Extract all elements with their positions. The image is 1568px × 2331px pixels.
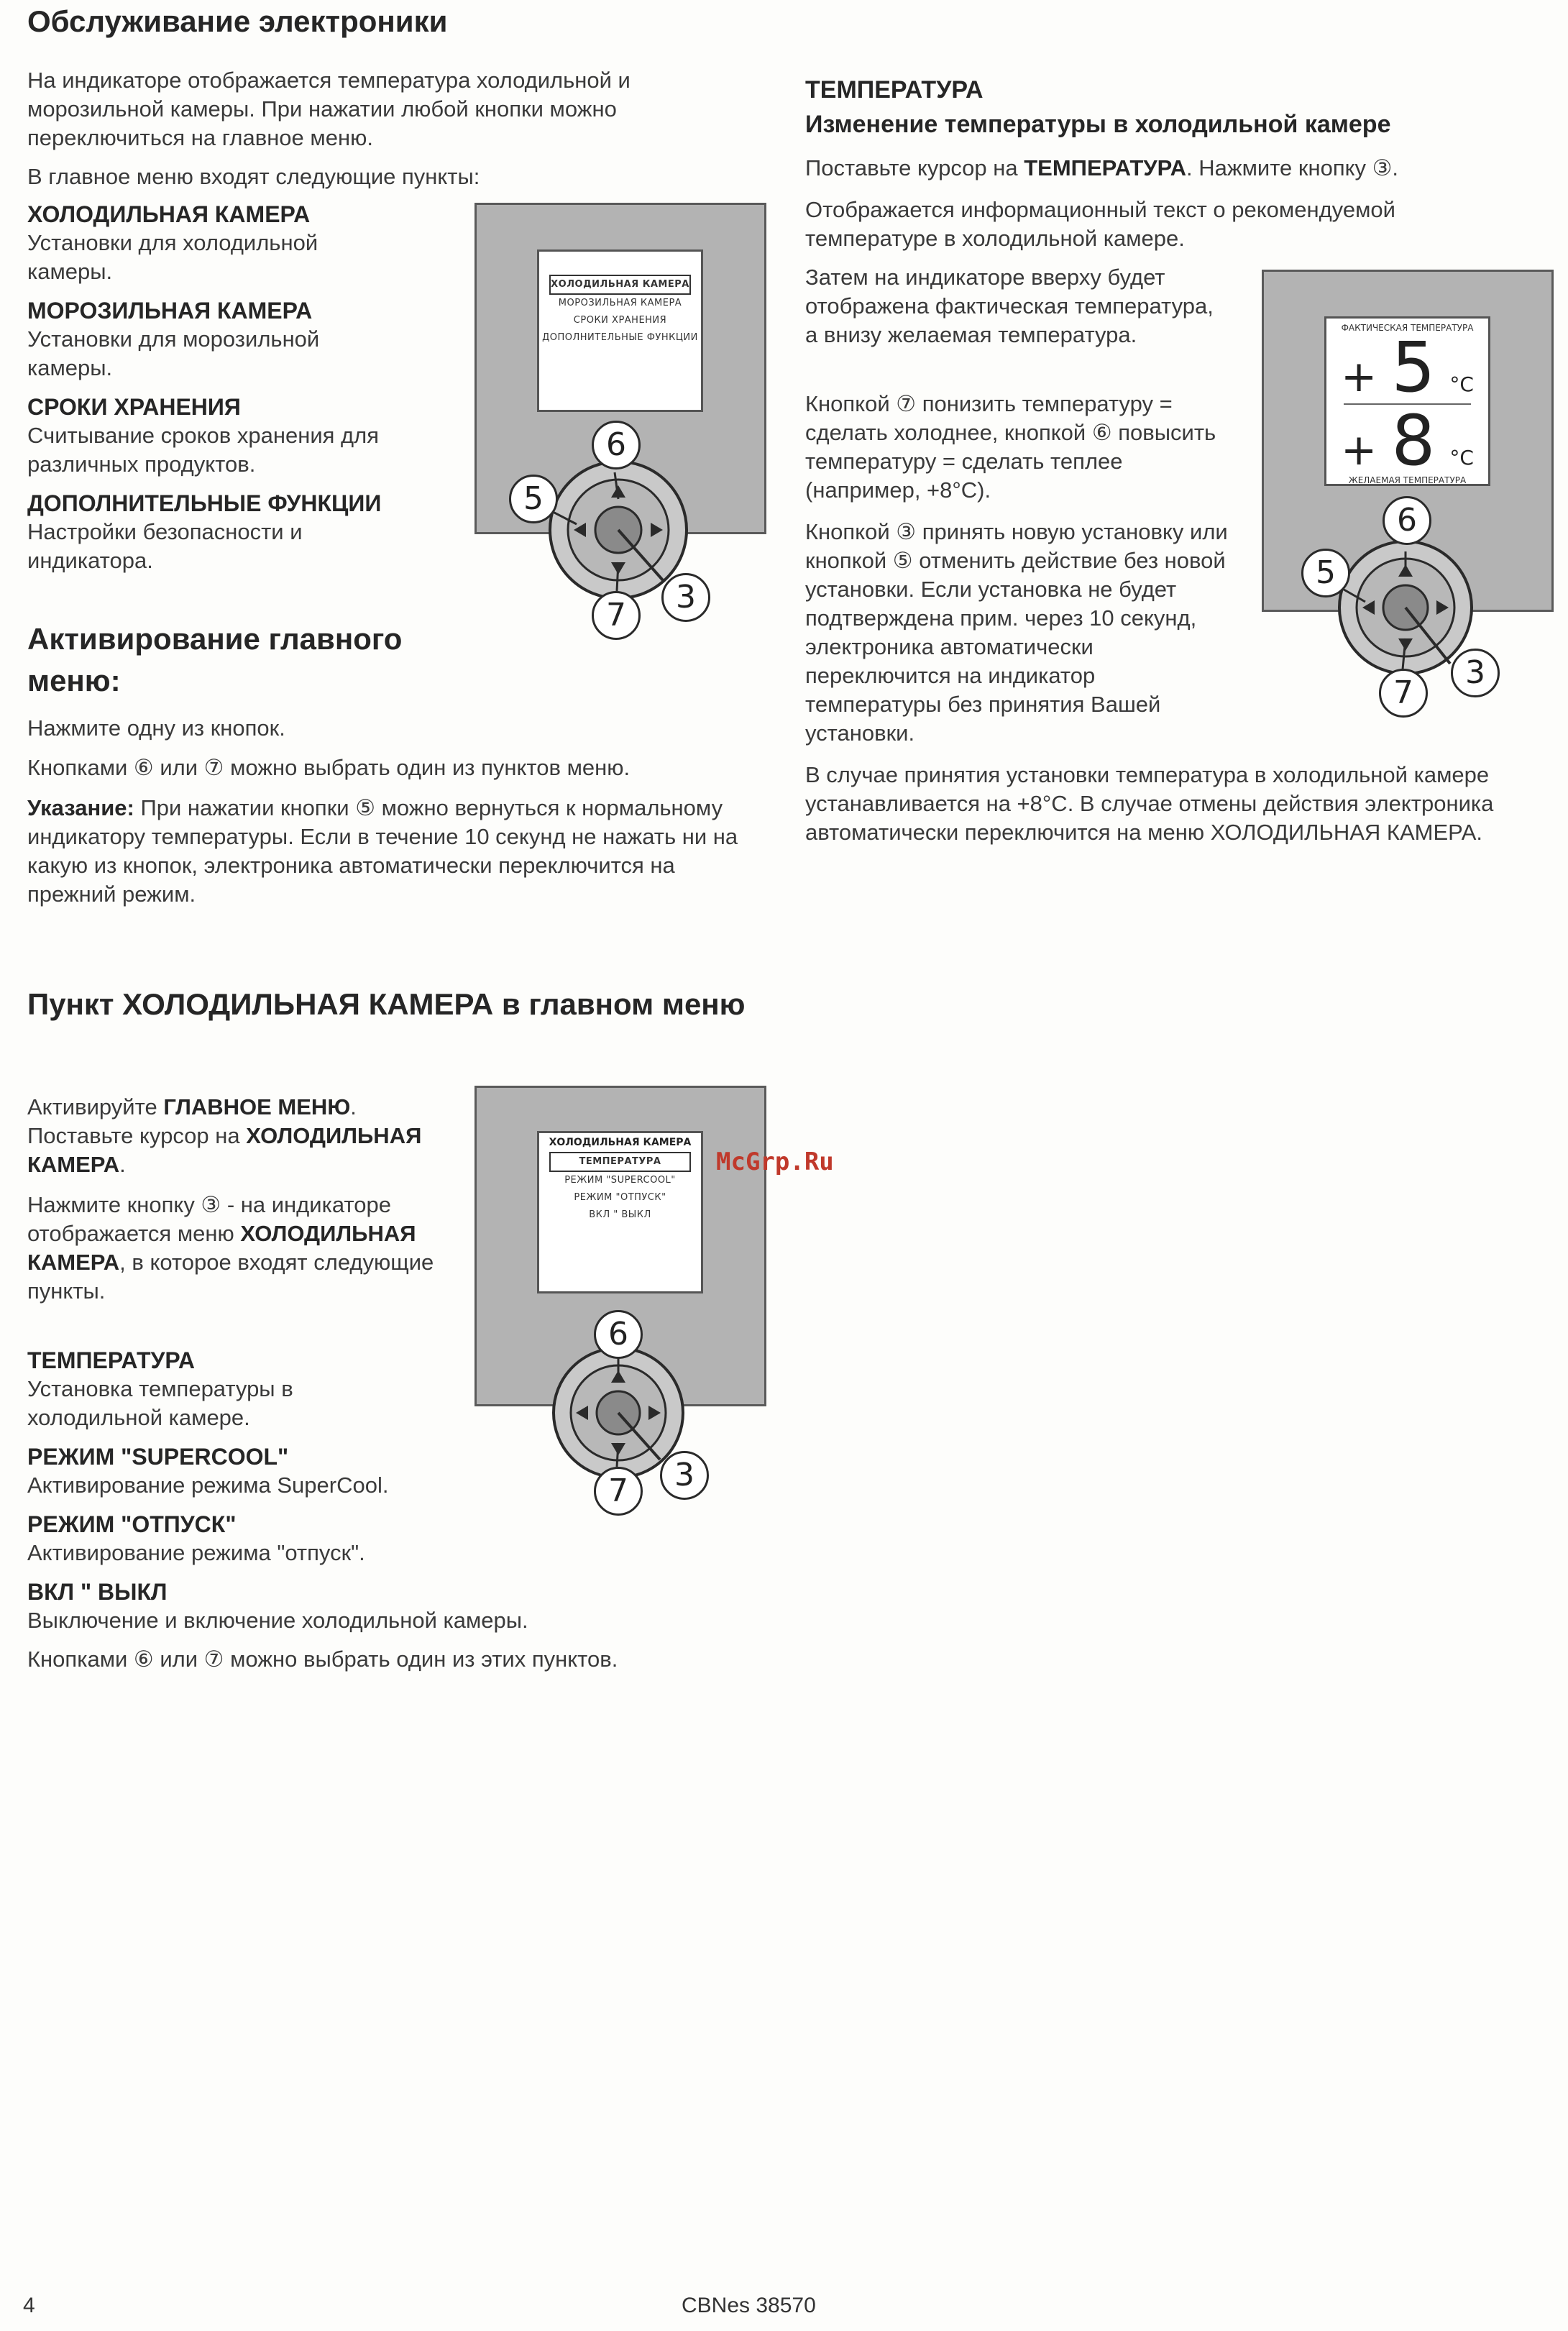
- model-number: CBNes 38570: [682, 2294, 816, 2317]
- text-run: Поставьте курсор на: [805, 155, 1024, 180]
- section4-title: ТЕМПЕРАТУРА: [805, 76, 984, 104]
- section1-menu-intro: В главное меню входят следующие пункты:: [27, 164, 480, 189]
- button-7-label: 7: [592, 591, 641, 640]
- menu-line: ТЕМПЕРАТУРА: [549, 1152, 691, 1172]
- text-run-bold: ХОЛОДИЛЬНАЯ КАМЕРА: [27, 1123, 422, 1177]
- text-run-bold: ТЕМПЕРАТУРА: [1024, 155, 1186, 180]
- desired-temp-label: ЖЕЛАЕМАЯ ТЕМПЕРАТУРА: [1348, 475, 1467, 485]
- section4-p1: [805, 154, 1531, 183]
- item-title: РЕЖИМ "SUPERCOOL": [27, 1444, 289, 1470]
- menu-title: ХОЛОДИЛЬНАЯ КАМЕРА: [549, 1137, 692, 1148]
- item-title: ДОПОЛНИТЕЛЬНЫЕ ФУНКЦИИ: [27, 490, 382, 516]
- section4-p6: В случае принятия установки температура в холодильной камере устанавливается на +8°C. В случае отмены действия электроника автоматически переключится на меню ХОЛОДИЛЬНАЯ КАМЕРА.: [805, 762, 1494, 845]
- button-3-label: 3: [1451, 649, 1500, 697]
- item-desc: Установки для холодильной камеры.: [27, 230, 318, 284]
- text-run-bold: ГЛАВНОЕ МЕНЮ: [163, 1094, 351, 1119]
- item-title: ХОЛОДИЛЬНАЯ КАМЕРА: [27, 201, 311, 227]
- text-run: Нажмите кнопку ③ - на индикаторе отображается меню: [27, 1192, 391, 1246]
- note-text: При нажатии кнопки ⑤ можно вернуться к нормальному индикатору температуры. Если в течение 10 секунд не нажать ни на какую из кнопок, электроника автоматически переключится на прежний режим.: [27, 795, 738, 907]
- item-title: ТЕМПЕРАТУРА: [27, 1347, 196, 1373]
- button-6-label: 6: [594, 1310, 643, 1359]
- page-number: 4: [23, 2294, 35, 2317]
- section3-final: Кнопками ⑥ или ⑦ можно выбрать один из этих пунктов.: [27, 1647, 618, 1672]
- section2-title: Активирование главного меню:: [27, 622, 403, 697]
- text-run: Активируйте: [27, 1094, 164, 1119]
- menu-line: СРОКИ ХРАНЕНИЯ: [573, 315, 667, 326]
- actual-temp-label: ФАКТИЧЕСКАЯ ТЕМПЕРАТУРА: [1341, 323, 1474, 333]
- button-7-label: 7: [594, 1467, 643, 1516]
- section2-note: [27, 794, 739, 909]
- section1-title: Обслуживание электроники: [27, 4, 448, 38]
- text-run-bold: ХОЛОДИЛЬНАЯ КАМЕРА: [27, 1221, 416, 1275]
- actual-temp-unit: °C: [1449, 372, 1474, 396]
- text-run: . Поставьте курсор на: [27, 1094, 357, 1148]
- button-6-label: 6: [592, 421, 641, 470]
- menu-line: МОРОЗИЛЬНАЯ КАМЕРА: [558, 298, 682, 308]
- button-7-label: 7: [1379, 669, 1428, 718]
- section2-p2: Кнопками ⑥ или ⑦ можно выбрать один из пунктов меню.: [27, 755, 631, 780]
- item-desc: Настройки безопасности и индикатора.: [27, 519, 303, 573]
- section2-p1: Нажмите одну из кнопок.: [27, 715, 285, 741]
- item-title: РЕЖИМ "ОТПУСК": [27, 1511, 237, 1537]
- section1-intro: На индикаторе отображается температура холодильной и морозильной камеры. При нажатии любой кнопки можно переключиться на главное меню.: [27, 68, 631, 150]
- item-desc: Считывание сроков хранения для различных продуктов.: [27, 423, 379, 477]
- section3-p1: [27, 1093, 444, 1179]
- item-desc: Активирование режима SuperCool.: [27, 1473, 389, 1498]
- item-desc: Установка температуры в холодильной камере.: [27, 1376, 293, 1430]
- callout-line: [617, 562, 618, 591]
- section3-p2: [27, 1191, 444, 1306]
- actual-temp-value: 5: [1391, 327, 1436, 408]
- button-5-label: 5: [509, 475, 558, 523]
- note-label: Указание:: [27, 795, 134, 820]
- button-6-label: 6: [1383, 496, 1431, 545]
- menu-line: РЕЖИМ "SUPERCOOL": [564, 1175, 676, 1186]
- watermark-text: McGrp.Ru: [716, 1148, 834, 1176]
- text-run: , в которое входят следующие пункты.: [27, 1250, 434, 1304]
- menu-line: РЕЖИМ "ОТПУСК": [574, 1192, 666, 1203]
- section1-items: [27, 200, 459, 575]
- section4-p3: Затем на индикаторе вверху будет отображена фактическая температура, а внизу желаемая температура.: [805, 265, 1214, 347]
- desired-temp-unit: °C: [1449, 446, 1474, 470]
- item-title: МОРОЗИЛЬНАЯ КАМЕРА: [27, 298, 313, 324]
- item-desc: Установки для морозильной камеры.: [27, 326, 320, 380]
- actual-temp-sign: +: [1341, 352, 1377, 402]
- item-title: ВКЛ " ВЫКЛ: [27, 1579, 168, 1605]
- button-3-label: 3: [661, 573, 710, 622]
- section4-subtitle: Изменение температуры в холодильной камере: [805, 111, 1391, 138]
- menu-line: ДОПОЛНИТЕЛЬНЫЕ ФУНКЦИИ: [542, 332, 698, 343]
- text-run: .: [119, 1152, 126, 1177]
- button-5-label: 5: [1301, 549, 1350, 597]
- figure1-controls: [474, 203, 791, 649]
- item-desc: Активирование режима "отпуск".: [27, 1540, 365, 1565]
- callout-line: [617, 1443, 618, 1467]
- section4-p5: Кнопкой ③ принять новую установку или кнопкой ⑤ отменить действие без новой установки. Если установка не будет подтверждена прим. через 10 секунд, электроника автоматически переключится на индикатор температуры без принятия Вашей установки.: [805, 519, 1228, 746]
- desired-temp-value: 8: [1391, 400, 1436, 481]
- menu-line: ВКЛ " ВЫКЛ: [589, 1209, 651, 1220]
- button-3-label: 3: [660, 1451, 709, 1500]
- desired-temp-sign: +: [1341, 425, 1377, 475]
- text-run: . Нажмите кнопку ③.: [1186, 155, 1399, 180]
- section4-p2: Отображается информационный текст о рекомендуемой температуре в холодильной камере.: [805, 197, 1395, 251]
- section3-title: Пункт ХОЛОДИЛЬНАЯ КАМЕРА в главном меню: [27, 987, 746, 1021]
- item-title: СРОКИ ХРАНЕНИЯ: [27, 394, 241, 420]
- section4-p4: Кнопкой ⑦ понизить температуру = сделать холоднее, кнопкой ⑥ повысить температуру = сделать теплее (например, +8°C).: [805, 391, 1216, 503]
- item-desc: Выключение и включение холодильной камеры.: [27, 1608, 528, 1633]
- menu-line: ХОЛОДИЛЬНАЯ КАМЕРА: [549, 275, 691, 295]
